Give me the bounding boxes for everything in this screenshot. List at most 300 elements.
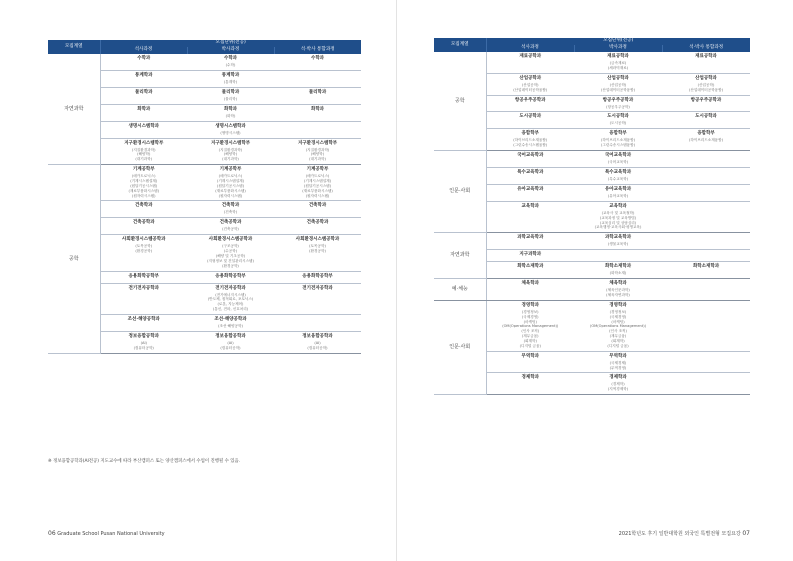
footer-left [48, 530, 165, 537]
department-name: 응용화학공학부 [215, 273, 246, 279]
major-name: (통계학) [223, 79, 238, 84]
integrated-cell [662, 95, 750, 112]
department-name: 항공우주공학과 [515, 97, 546, 103]
major-name: (산업데이터공학융합) [688, 87, 724, 92]
department-name: 산업공학과 [519, 75, 542, 81]
integrated-cell [662, 73, 750, 95]
phd-cell [187, 283, 274, 314]
department-name: 경영학과 [521, 302, 539, 308]
major-name: (재무금융) [609, 334, 627, 339]
master-cell [486, 73, 574, 95]
major-name: (재료부품화시스템) [302, 188, 333, 193]
integrated-cell [662, 201, 750, 232]
major-name: (컴퓨터공학) [133, 345, 154, 350]
major-name: (수학) [225, 63, 236, 68]
department-name: 조선·해양공학과 [127, 317, 160, 322]
integrated-cell [274, 104, 361, 121]
department-name: 정보융합공학과 [215, 333, 246, 339]
major-name: (반도체, 집적회로, 포토닉스) [207, 297, 254, 302]
department-name: 과학교육학과 [604, 235, 632, 241]
major-name: (항공우주공학) [606, 104, 630, 109]
major-name: (원달기공시스템) [216, 183, 245, 188]
major-name: (도시공학) [609, 121, 627, 126]
phd-cell [574, 279, 662, 301]
integrated-cell [274, 121, 361, 138]
header-group: 모집단위(전공) [100, 40, 361, 47]
major-name: (지역경제학) [607, 387, 629, 392]
department-name: 지구환경시스템학부 [297, 140, 338, 146]
major-name: (지질환경과학) [305, 147, 330, 152]
master-cell [486, 95, 574, 112]
master-cell [486, 151, 574, 168]
phd-cell [574, 233, 662, 250]
page-number: 06 [48, 530, 56, 537]
department-name: 경제학과 [521, 375, 539, 381]
department-name: 교육학과 [609, 203, 627, 209]
phd-cell [574, 151, 662, 168]
header-master: 석사과정 [100, 47, 187, 54]
major-name: (재료부품화시스템) [128, 188, 160, 193]
department-name: 수학과 [223, 56, 238, 61]
department-name: 수학과 [310, 56, 325, 61]
major-name: (디지털 금융) [519, 343, 541, 348]
major-name: (세라믹재료) [607, 65, 629, 70]
major-name: (화학소재) [609, 271, 627, 276]
header-master: 석사과정 [486, 45, 574, 52]
integrated-cell [662, 52, 750, 73]
integrated-cell [662, 351, 750, 373]
major-name: (재료부품화시스템) [215, 188, 246, 193]
major-name: (생물교육학) [607, 242, 629, 247]
department-name: 전기전자공학과 [128, 285, 159, 291]
integrated-cell [662, 262, 750, 279]
major-name: (컴퓨터공학) [220, 345, 241, 350]
phd-cell [187, 315, 274, 332]
category-cell: 공학 [434, 52, 486, 151]
master-cell [486, 129, 574, 151]
department-name: 화학과 [137, 106, 151, 112]
left-page [0, 0, 396, 561]
phd-cell [187, 271, 274, 283]
department-name: 화학과 [310, 106, 325, 112]
major-name: (산업공학) [697, 82, 715, 87]
department-name: 교육학과 [521, 203, 539, 209]
major-name: (경제학) [611, 382, 625, 387]
major-name: (하이브리드소재융합) [513, 138, 548, 143]
department-name: 도시공학과 [695, 114, 717, 120]
department-name: 생명시스템학과 [215, 123, 246, 129]
major-name: (환경공학) [135, 249, 153, 254]
master-cell [486, 112, 574, 129]
department-name: 산업공학과 [607, 75, 629, 81]
phd-cell [187, 331, 274, 353]
phd-cell [574, 300, 662, 351]
major-name: (그린수송시스템융합) [513, 143, 548, 148]
major-name: (산업데이터공학융합) [600, 87, 636, 92]
department-name: 정보융합공학과 [128, 333, 159, 339]
integrated-cell [274, 70, 361, 87]
major-name: (교육사 및 교육철학) [601, 210, 635, 215]
department-name: 경영학과 [609, 302, 627, 308]
integrated-cell [662, 129, 750, 151]
department-name: 경제학과 [609, 375, 627, 381]
master-cell [486, 233, 574, 250]
major-name: (건축학) [223, 210, 238, 215]
department-name: 건축공학과 [219, 220, 242, 226]
integrated-cell [274, 87, 361, 104]
integrated-cell [662, 279, 750, 301]
master-cell [100, 201, 187, 218]
integrated-cell [662, 300, 750, 351]
major-name: (조선·해양공학) [218, 324, 243, 329]
phd-cell [187, 201, 274, 218]
major-name: (원자력시스템) [218, 193, 243, 198]
major-name: (산업공학) [521, 82, 539, 87]
department-name: 국어교육학과 [604, 153, 632, 159]
right-page [397, 0, 793, 561]
major-name: (무역경영) [609, 365, 627, 370]
department-name: 산업공학과 [695, 75, 717, 81]
major-name: (교육심리 및 상담심리) [599, 220, 637, 225]
integrated-cell [662, 250, 750, 262]
phd-cell [574, 52, 662, 73]
integrated-cell [274, 283, 361, 314]
department-name: 조선·해양공학과 [214, 317, 247, 322]
department-name: 지구환경시스템학부 [210, 140, 251, 146]
major-name: (수공학) [223, 249, 238, 254]
department-name: 국어교육학과 [517, 153, 544, 159]
department-name: 유아교육학과 [604, 186, 632, 192]
department-name: 화학소재학과 [604, 264, 632, 270]
major-name: (기계시스템설계) [303, 179, 332, 184]
department-name: 정보융합공학과 [302, 333, 333, 339]
master-cell [100, 315, 187, 332]
category-cell: 인문·사회 [434, 300, 486, 394]
major-name: (국제경영) [521, 314, 539, 319]
major-name: (메카트로닉스) [305, 174, 330, 179]
header-phd: 박사과정 [187, 47, 274, 54]
major-name: (경영정보) [521, 309, 539, 314]
integrated-cell [274, 315, 361, 332]
phd-cell [187, 138, 274, 165]
master-cell [486, 279, 574, 301]
major-name: (건축공학) [222, 227, 239, 232]
integrated-cell [662, 373, 750, 395]
major-name: (체육자연과학) [606, 293, 630, 297]
department-name: 물리학과 [135, 89, 153, 95]
integrated-cell [662, 184, 750, 201]
table-row [434, 52, 750, 73]
integrated-cell [274, 331, 361, 353]
department-name: 통계학과 [221, 72, 240, 78]
department-name: 기계공학부 [306, 167, 329, 173]
master-cell [486, 52, 574, 73]
phd-cell [187, 235, 274, 271]
major-name: (원자력시스템) [305, 193, 330, 198]
phd-cell [187, 70, 274, 87]
integrated-cell [662, 167, 750, 184]
major-name: (컴퓨터공학) [307, 345, 328, 350]
phd-cell [187, 104, 274, 121]
integrated-cell [662, 112, 750, 129]
integrated-cell [274, 165, 361, 201]
header-integrated: 석·박사 통합과정 [662, 45, 750, 52]
table-body-left [48, 54, 361, 353]
major-name: (토목공학) [135, 244, 153, 249]
department-name: 건축공학과 [306, 220, 329, 226]
phd-cell [187, 87, 274, 104]
master-cell [486, 351, 574, 373]
master-cell [100, 331, 187, 353]
major-name: (원자력시스템) [131, 193, 156, 198]
department-name: 물리학과 [308, 89, 327, 95]
master-cell [486, 300, 574, 351]
footer-text: Graduate School Pusan National University [57, 531, 165, 537]
admission-table-left [48, 40, 361, 354]
phd-cell [187, 54, 274, 70]
department-name: 체육학과 [609, 281, 627, 287]
major-name: (회계학) [611, 338, 625, 343]
master-cell [100, 104, 187, 121]
department-name: 물리학과 [221, 89, 240, 95]
department-name: 수학과 [137, 56, 151, 61]
major-name: (그린수송시스템융합) [600, 143, 636, 148]
major-name: (생명시스템) [220, 130, 241, 135]
major-name: (메카트로닉스) [218, 174, 243, 179]
major-name: (로봇, 지능제어) [217, 302, 244, 307]
department-name: 체육학과 [521, 281, 539, 287]
department-name: 건축학과 [308, 203, 327, 209]
major-name: (AI) [140, 340, 147, 345]
major-name: (교육행정·교육사회·평생교육) [594, 225, 642, 230]
department-name: 사회환경시스템공학과 [295, 237, 340, 243]
master-cell [486, 184, 574, 201]
major-name: (인사 조직) [521, 329, 540, 334]
phd-cell [574, 129, 662, 151]
master-cell [100, 271, 187, 283]
phd-cell [574, 73, 662, 95]
major-name: (대기과학) [222, 157, 239, 162]
integrated-cell [662, 233, 750, 250]
department-name: 건축학과 [135, 203, 153, 209]
category-cell: 예·체능 [434, 279, 486, 301]
major-name: (대기과학) [135, 157, 153, 162]
master-cell [486, 250, 574, 262]
department-name: 화학과 [223, 106, 238, 112]
category-cell: 자연과학 [434, 233, 486, 279]
phd-cell [574, 184, 662, 201]
major-name: (통신, 전파, 신호처리) [212, 307, 249, 312]
department-name: 생명시스템학과 [128, 123, 159, 129]
major-name: (산업공학) [609, 82, 627, 87]
major-name: (유아교육학) [607, 193, 629, 198]
major-name: (해양학) [310, 152, 325, 157]
department-name: 지구과학과 [519, 252, 542, 258]
master-cell [100, 235, 187, 271]
major-name: (해양학) [137, 152, 151, 157]
major-name: (해양 및 기초공학) [215, 253, 246, 258]
department-name: 재료공학과 [695, 54, 717, 59]
major-name: (원달기공시스템) [303, 183, 332, 188]
major-name: (전기에너지시스템) [215, 292, 246, 297]
department-name: 융합학부 [609, 131, 627, 137]
category-cell: 공학 [48, 165, 100, 354]
integrated-cell [274, 218, 361, 235]
department-name: 과학교육학과 [517, 235, 544, 241]
department-name: 건축공학과 [132, 220, 155, 226]
department-name: 화학소재학과 [692, 264, 720, 270]
major-name: (하이브리드소재융합) [688, 138, 724, 143]
admission-table-right [434, 38, 750, 395]
major-name: (OM(Operations Management)) [589, 324, 647, 329]
header-integrated: 석·박사 통합과정 [274, 47, 361, 54]
category-cell: 자연과학 [48, 54, 100, 165]
phd-cell [187, 121, 274, 138]
integrated-cell [274, 271, 361, 283]
department-name: 지구환경시스템학부 [124, 140, 164, 146]
table-body-right [434, 52, 750, 395]
table-row [434, 300, 750, 351]
major-name: (재무금융) [521, 334, 539, 339]
integrated-cell [274, 54, 361, 70]
page-number: 07 [742, 530, 750, 537]
major-name: (화학) [225, 113, 236, 118]
department-name: 화학소재학과 [517, 264, 544, 270]
department-name: 도시공학과 [519, 114, 542, 120]
phd-cell [574, 250, 662, 262]
major-name: (AI) [227, 340, 234, 345]
major-name: (OM(Operations Management)) [502, 324, 559, 329]
phd-cell [187, 218, 274, 235]
department-name: 기계공학부 [132, 167, 155, 173]
department-name: 항공우주공학과 [602, 97, 634, 103]
table-row [434, 233, 750, 250]
major-name: (원달기공시스템) [130, 183, 158, 188]
category-cell: 인문·사회 [434, 151, 486, 233]
major-name: (국제경제) [609, 360, 627, 365]
department-name: 통계학과 [135, 72, 153, 78]
master-cell [486, 167, 574, 184]
major-name: (환경공학) [222, 263, 239, 268]
major-name: (특수교육학) [607, 177, 629, 182]
major-name: (국어교육학) [607, 160, 629, 165]
major-name: (하이브리드소재융합) [600, 138, 636, 143]
phd-cell [574, 95, 662, 112]
master-cell [100, 218, 187, 235]
department-name: 응용화학공학부 [128, 273, 159, 279]
master-cell [486, 262, 574, 279]
major-name: (환경공학) [309, 249, 326, 254]
major-name: (토목공학) [309, 244, 326, 249]
header-group: 모집단위(전공) [486, 38, 750, 45]
major-name: (지질환경과학) [218, 147, 243, 152]
department-name: 기계공학부 [219, 167, 242, 173]
integrated-cell [662, 151, 750, 168]
master-cell [100, 87, 187, 104]
master-cell [100, 283, 187, 314]
department-name: 응용화학공학부 [302, 273, 333, 279]
phd-cell [574, 201, 662, 232]
header-category: 모집계열 [434, 38, 486, 52]
master-cell [486, 373, 574, 395]
department-name: 특수교육학과 [517, 169, 544, 175]
department-name: 유아교육학과 [517, 186, 544, 192]
major-name: (AI) [314, 340, 321, 345]
department-name: 재료공학과 [519, 54, 542, 59]
major-name: (메카트로닉스) [131, 174, 156, 179]
master-cell [100, 138, 187, 165]
master-cell [100, 54, 187, 70]
major-name: (경영정보) [609, 309, 627, 314]
department-name: 융합학부 [521, 131, 539, 137]
integrated-cell [274, 235, 361, 271]
department-name: 융합학부 [697, 131, 715, 137]
department-name: 전기전자공학과 [215, 285, 246, 291]
phd-cell [574, 373, 662, 395]
major-name: (물리학) [223, 96, 238, 101]
table-row [48, 54, 361, 70]
table-row [48, 165, 361, 201]
major-name: (해양학) [223, 152, 238, 157]
major-name: (지질환경과학) [131, 147, 156, 152]
department-name: 사회환경시스템공학과 [122, 237, 166, 243]
phd-cell [187, 165, 274, 201]
department-name: 무역학과 [609, 353, 627, 359]
major-name: (금속재료) [609, 61, 627, 66]
major-name: (인사 조직) [609, 329, 627, 334]
department-name: 도시공학과 [607, 114, 629, 120]
department-name: 특수교육학과 [604, 169, 632, 175]
header-category: 모집계열 [48, 40, 100, 54]
department-name: 사회환경시스템공학과 [208, 237, 253, 243]
footnote: ※ 정보융합공학과(AI전공) 지도교수에 따라 부산캠퍼스 또는 양산캠퍼스에서 수업이 진행될 수 있음. [48, 459, 241, 464]
major-name: (마케팅) [523, 319, 537, 324]
footer-text: 2021학년도 후기 일반대학원 외국인 특별전형 모집요강 [618, 531, 741, 537]
major-name: (구조공학) [222, 244, 239, 249]
master-cell [486, 201, 574, 232]
major-name: (회계학) [523, 338, 537, 343]
phd-cell [574, 262, 662, 279]
phd-cell [574, 167, 662, 184]
major-name: (체육인문과학) [606, 288, 630, 293]
department-name: 건축학과 [221, 203, 240, 209]
major-name: (대기과학) [309, 157, 326, 162]
major-name: (기계시스템설계) [130, 179, 158, 184]
table-row [434, 151, 750, 168]
department-name: 항공우주공학과 [690, 97, 722, 103]
footer-right [619, 530, 750, 537]
major-name: (산업데이터공학융합) [513, 87, 548, 92]
major-name: (지형정보 및 건설관리시스템) [207, 258, 254, 263]
phd-cell [574, 112, 662, 129]
department-name: 재료공학과 [607, 54, 629, 59]
major-name: (교육과정 및 교육방법) [599, 215, 637, 220]
integrated-cell [274, 138, 361, 165]
department-name: 무역학과 [521, 353, 539, 359]
major-name: (마케팅) [611, 319, 625, 324]
header-phd: 박사과정 [574, 45, 662, 52]
department-name: 전기전자공학과 [302, 285, 333, 291]
table-row [434, 279, 750, 301]
major-name: (디지털 금융) [607, 343, 629, 348]
master-cell [100, 121, 187, 138]
major-name: (국제경영) [609, 314, 627, 319]
major-name: (기계시스템설계) [216, 179, 245, 184]
phd-cell [574, 351, 662, 373]
integrated-cell [274, 201, 361, 218]
master-cell [100, 70, 187, 87]
master-cell [100, 165, 187, 201]
